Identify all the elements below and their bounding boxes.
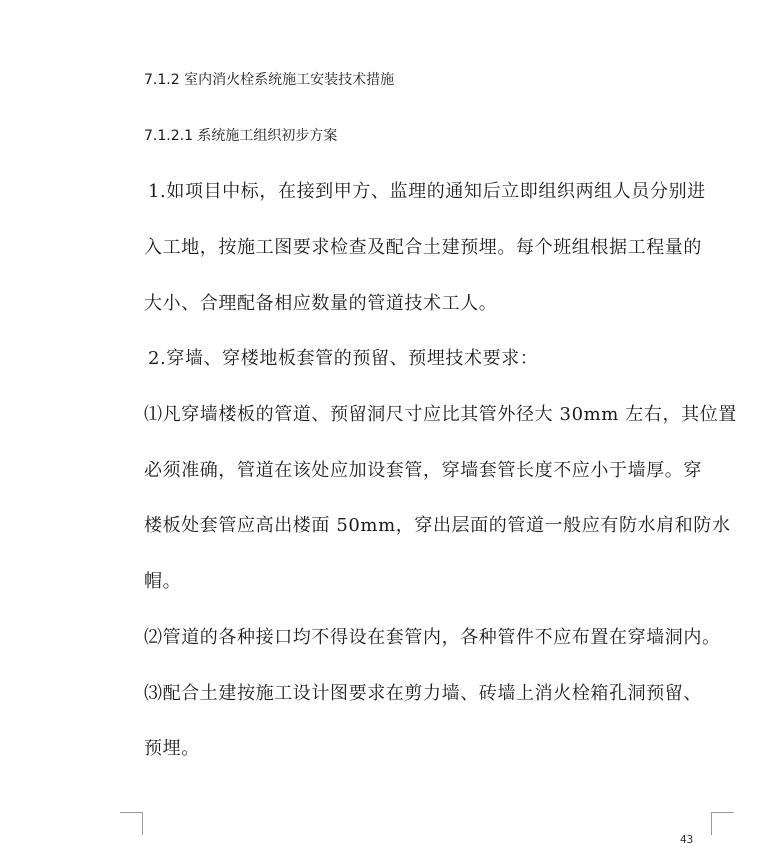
- paragraph-line: ⑵管道的各种接口均不得设在套管内，各种管件不应布置在穿墙洞内。: [144, 627, 721, 648]
- section-heading-7-1-2-1: [144, 127, 337, 145]
- paragraph-line: 楼板处套管应高出楼面 50mm，穿出层面的管道一般应有防水肩和防水: [144, 515, 731, 536]
- page-margin-corner-mark-left: [120, 812, 143, 835]
- section-heading-text: 7.1.2 室内消火栓系统施工安装技术措施: [144, 72, 395, 88]
- page-margin-corner-mark-right: [711, 812, 734, 835]
- paragraph-line: 必须准确，管道在该处应加设套管，穿墙套管长度不应小于墙厚。穿: [144, 460, 702, 481]
- paragraph-line: 2.穿墙、穿楼地板套管的预留、预埋技术要求：: [148, 348, 539, 369]
- paragraph-line: 帽。: [144, 571, 182, 592]
- paragraph-line: ⑴凡穿墙楼板的管道、预留洞尺寸应比其管外径大 30mm 左右，其位置: [144, 404, 737, 425]
- page-number: 43: [680, 833, 694, 846]
- paragraph-line: 入工地，按施工图要求检查及配合土建预埋。每个班组根据工程量的: [144, 237, 702, 258]
- paragraph-line: ⑶配合土建按施工设计图要求在剪力墙、砖墙上消火栓箱孔洞预留、: [144, 683, 702, 704]
- section-heading-7-1-2: [144, 71, 394, 89]
- subsection-heading-text: 7.1.2.1 系统施工组织初步方案: [144, 128, 338, 144]
- paragraph-line: 大小、合理配备相应数量的管道技术工人。: [144, 293, 498, 314]
- paragraph-line: 预埋。: [144, 738, 200, 759]
- paragraph-line: 1.如项目中标，在接到甲方、监理的通知后立即组织两组人员分别进: [148, 181, 706, 202]
